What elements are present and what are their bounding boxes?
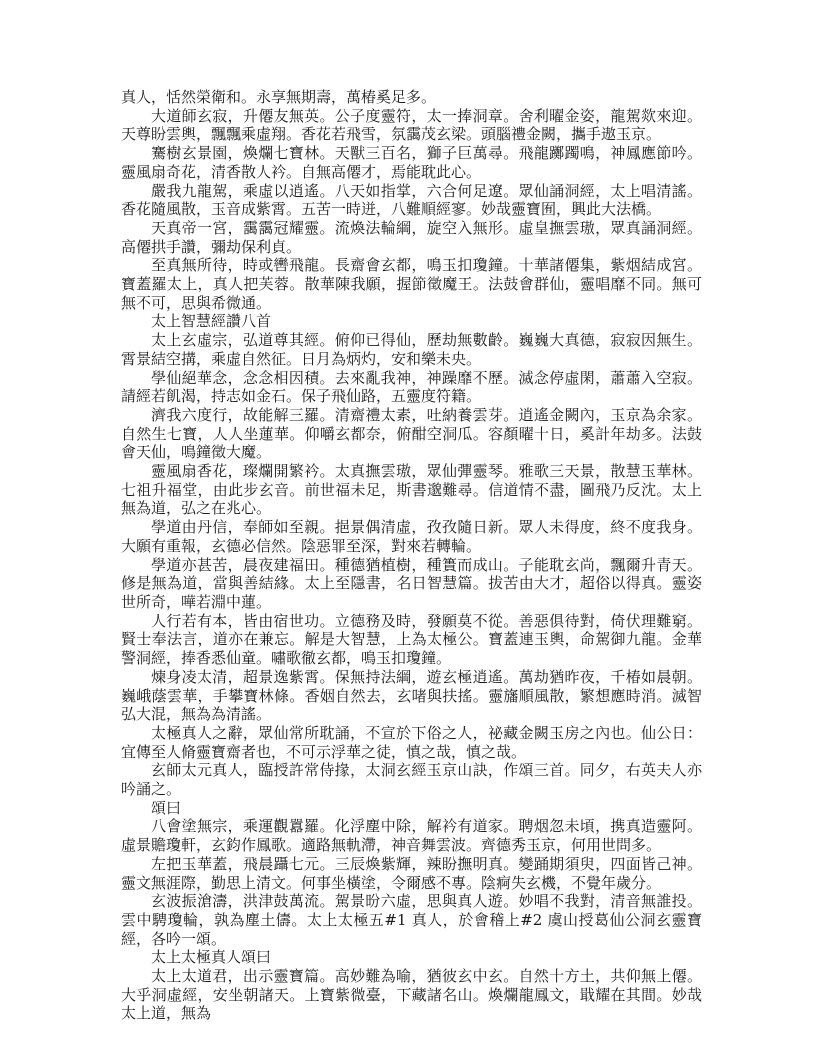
paragraph: 玄波振滄濤，洪津鼓萬流。駕景昐六虛，思與真人遊。妙唱不我對，清音無誰投。雲中騁瓊輪，孰為塵土儔。太上太極五#1 真人，於會稽上#2 虞山授葛仙公洞玄靈寶經，各吟一頌。	[121, 892, 702, 948]
paragraph: 太上太極真人頌曰	[151, 948, 272, 967]
paragraph: 頌曰	[151, 798, 182, 817]
paragraph: 濟我六度行，故能解三羅。清齋禮太素，吐納養雲芽。逍遙金闕內，玉京為余家。自然生七寶，人人坐蓮華。仰嚼玄都奈，俯酣空洞瓜。容顏曜十日，奚計年劫多。法鼓會天仙，鳴鐘徵大魔。	[121, 405, 702, 462]
paragraph: 八會塗無宗，乘運觀囂羅。化浮塵中除，解衿有道家。聘烟忽未頃，携真造靈阿。虛景贍瓊軒，玄鈞作鳳歌。適路無軌滯，神音舞雲波。齊德秀玉京，何用世問多。	[121, 817, 702, 855]
paragraph: 學仙絕華念，念念相因積。去來亂我神，神躁靡不歷。滅念停虛閑，蕭蕭入空寂。請經若飢渴，持志如金石。保子飛仙路，五靈度符籍。	[121, 368, 702, 406]
paragraph: 真人，恬然榮衛和。永享無期壽，萬椿奚足多。	[121, 88, 437, 106]
paragraph: 靈風扇香花，璨爛開繁衿。太真撫雲璈，眾仙彈靈琴。雅歌三天景，散慧玉華林。七祖升福堂，由此步玄音。前世福未足，斯書邈難尋。信道情不盡，圖飛乃反沈。太上無為道，弘之在兆心。	[121, 462, 702, 518]
paragraph: 學道亦甚苦，晨夜建福田。種德猶植樹，種簣而成山。子能耽玄尚，飄爾升青天。修是無為道，當與善結緣。太上至隱書，名日智慧篇。拔苦由大才，超俗以得真。靈姿世所奇，嘩若淵中蓮。	[121, 555, 702, 611]
paragraph: 煉身凌太清，超景逸紫霄。保無持法綱，遊玄極逍遙。萬劫猶昨夜，千椿如晨朝。巍峨蔭雲華，手攀寶林條。香姻自然去，玄啫與扶搖。靈旛順風散，繁想應時消。滅智弘大混，無為為清謠。	[121, 667, 702, 724]
paragraph: 太上太道君，出示靈寶篇。高妙難為喻，猶彼玄中玄。自然十方土，共仰無上僊。大乎洞虛經，安坐朝諸天。上寶紫微臺，下藏諸名山。煥爛龍鳳文，戢耀在其間。妙哉太上道，無為	[121, 967, 702, 1023]
paragraph: 天真帝一宮，靄靄冠耀靈。流煥法輪綱，旋空入無形。虛皇撫雲璈，眾真誦洞經。高僊拱手讚，彌劫保利貞。	[121, 218, 702, 256]
paragraph: 嚴我九龍駕，乘虛以逍遙。八天如指掌，六合何足遼。眾仙誦洞經，太上唱清謠。香花隨風散，玉音成紫霄。五苦一時迸，八難順經寥。妙哉靈寶囿，興此大法橋。	[121, 181, 702, 219]
paragraph: 太上智慧經讚八首	[151, 312, 272, 331]
paragraph: 太上玄虛宗，弘道尊其經。俯仰已得仙，歷劫無數齡。巍巍大真德，寂寂因無生。霄景結空搆，乘虛自然征。日月為炳灼，安和樂未央。	[121, 331, 702, 368]
paragraph: 大道師玄寂，升僊友無英。公子度靈符，太一捧洞章。舍利曜金姿，龍駕欻來迎。天尊盼雲輿，飄飄乘虛翔。香花若飛雪，氛靄茂玄梁。頭腦禮金闕，攜手遨玉京。	[121, 106, 702, 144]
paragraph: 人行若有本，皆由宿世功。立德務及時，發願莫不從。善惡俱待對，倚伏理難窮。賢士奉法言，道亦在兼忘。解是大智慧，上為太極公。寶蓋連玉輿，命駕御九龍。金華警洞經，捧香悉仙童。嘯歌徹玄都，鳴玉扣瓊鐘。	[121, 611, 702, 668]
paragraph: 玄師太元真人，臨授許常侍掾，太洞玄經玉京山訣，作頌三首。同夕，右英夫人亦吟誦之。	[121, 761, 702, 799]
paragraph: 左把玉華蓋，飛晨躡七元。三辰煥紫輝，辣盼撫明真。變踊期須臾，四面皆己神。靈文無涯際，勤思上清文。何事坐橫塗，令爾感不專。陰痾失玄機，不覺年歲分。	[121, 854, 702, 892]
paragraph: 學道由丹信，奉師如至親。挹景偶清虛，孜孜隨日新。眾人未得度，終不度我身。大願有重報，玄德必信然。陰惡罪至深，對來若轉輪。	[121, 518, 702, 555]
text-body	[121, 88, 702, 1023]
paragraph: 騫樹玄景園，煥爛七寶林。天獸三百名，獅子巨萬尋。飛龍躑躅鳴，神鳳應節吟。靈風扇奇花，清香散人衿。自無高僊才，焉能耽此心。	[121, 144, 702, 181]
paragraph: 太極真人之辭，眾仙常所耽誦，不宣於下俗之人，祕藏金闕玉房之內也。仙公日：宜傳至人脩靈寶齋者也，不可示浮華之徒，慎之哉，慎之哉。	[121, 723, 702, 761]
paragraph: 至真無所待，時或轡飛龍。長齋會玄都，鳴玉扣瓊鐘。十華諸僊集，紫烟結成宮。寶蓋羅太上，真人把芙蓉。散華陳我願，握節徵魔王。法鼓會群仙，靈唱靡不同。無可無不可，思與希微通。	[121, 256, 702, 312]
